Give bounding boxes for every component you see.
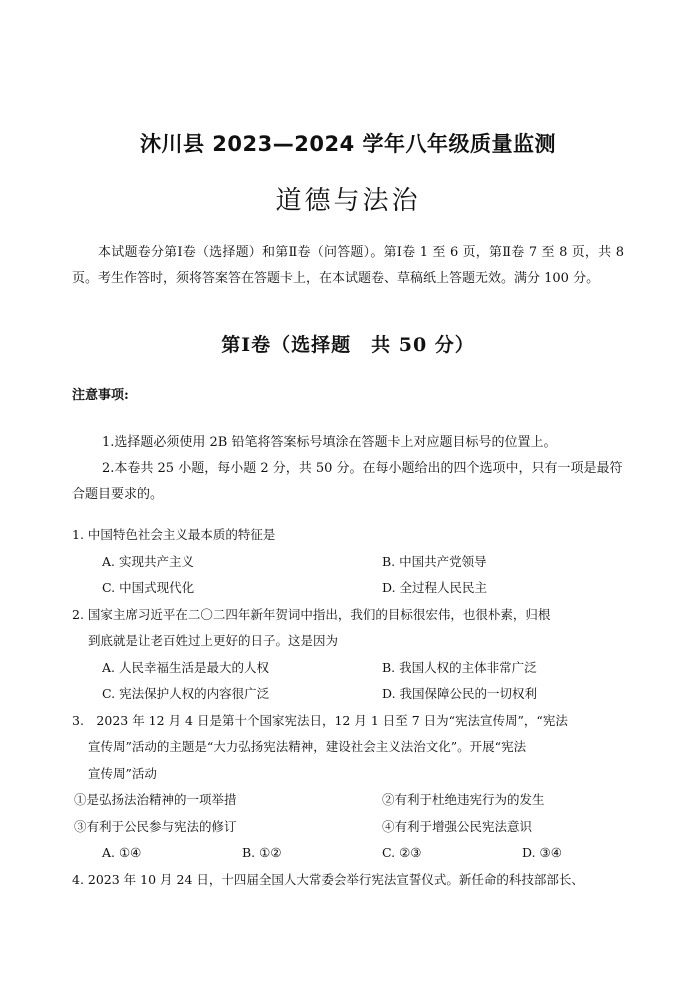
statements-row	[72, 814, 632, 841]
options-row	[72, 575, 632, 602]
question-1	[72, 522, 632, 602]
subject-title: 道德与法治	[275, 186, 421, 216]
question-stem: 1. 中国特色社会主义最本质的特征是	[72, 527, 276, 542]
options-row	[72, 549, 632, 576]
option-b: B. ①②	[242, 845, 282, 860]
statement-3: ③有利于公民参与宪法的修订	[74, 818, 237, 834]
intro-paragraph: 本试题卷分第Ⅰ卷（选择题）和第Ⅱ卷（问答题）。第Ⅰ卷 1 至 6 页，第Ⅱ卷 7 至 8 页，共 8 页。考生作答时，须将答案答在答题卡上，在本试题卷、草稿纸上答题无效。满分 100 分。	[72, 245, 624, 286]
notice-label: 注意事项:	[72, 388, 129, 403]
option-a: A. 人民幸福生活是最大的人权	[102, 659, 269, 675]
options-row	[72, 681, 632, 708]
option-d: D. 全过程人民民主	[382, 580, 488, 595]
question-stem-continued: 宣传周”活动的主题是“大力弘扬宪法精神，建设社会主义法治文化”。开展“宪法	[88, 739, 527, 754]
option-d: D. 我国保障公民的一切权利	[382, 686, 538, 701]
option-c: C. 中国式现代化	[102, 580, 195, 595]
question-3	[72, 708, 632, 867]
section-title: 第Ⅰ卷（选择题 共 50 分）	[221, 334, 475, 356]
question-2	[72, 602, 632, 708]
options-row	[72, 655, 632, 682]
question-stem: 2. 国家主席习近平在二〇二四年新年贺词中指出，我们的目标很宏伟，也很朴素，归根	[72, 606, 551, 622]
question-stem-continued: 到底就是让老百姓过上更好的日子。这是因为	[88, 633, 339, 648]
question-stem: 3. 2023 年 12 月 4 日是第十个国家宪法日，12 月 1 日至 7 日为“宪法宣传周”，“宪法	[72, 712, 568, 728]
statement-4: ④有利于增强公民宪法意识	[382, 818, 533, 834]
option-b: B. 我国人权的主体非常广泛	[382, 659, 537, 675]
statements-row	[72, 787, 632, 814]
option-a: A. 实现共产主义	[102, 553, 194, 569]
notice-item: 1.选择题必须使用 2B 铅笔将答案标号填涂在答题卡上对应题目标号的位置上。	[102, 435, 557, 450]
option-c: C. ②③	[382, 845, 422, 860]
exam-title: 沐川县 2023—2024 学年八年级质量监测	[139, 132, 556, 156]
notice-item: 2.本卷共 25 小题，每小题 2 分，共 50 分。在每小题给出的四个选项中，只有一项是最符合题目要求的。	[72, 461, 623, 502]
question-stem: 4. 2023 年 10 月 24 日，十四届全国人大常委会举行宪法宣誓仪式。新任命的科技部部长、	[72, 871, 584, 887]
option-d: D. ③④	[522, 845, 562, 860]
statement-2: ②有利于杜绝违宪行为的发生	[382, 792, 545, 807]
option-a: A. ①④	[102, 845, 142, 860]
question-4	[72, 867, 632, 894]
notice-list	[72, 430, 624, 508]
question-list	[72, 522, 632, 893]
statement-1: ①是弘扬法治精神的一项举措	[74, 792, 237, 807]
option-b: B. 中国共产党领导	[382, 553, 487, 569]
options-row	[72, 840, 632, 867]
option-c: C. 宪法保护人权的内容很广泛	[102, 686, 270, 701]
question-stem-continued: 宣传周”活动	[88, 765, 157, 781]
